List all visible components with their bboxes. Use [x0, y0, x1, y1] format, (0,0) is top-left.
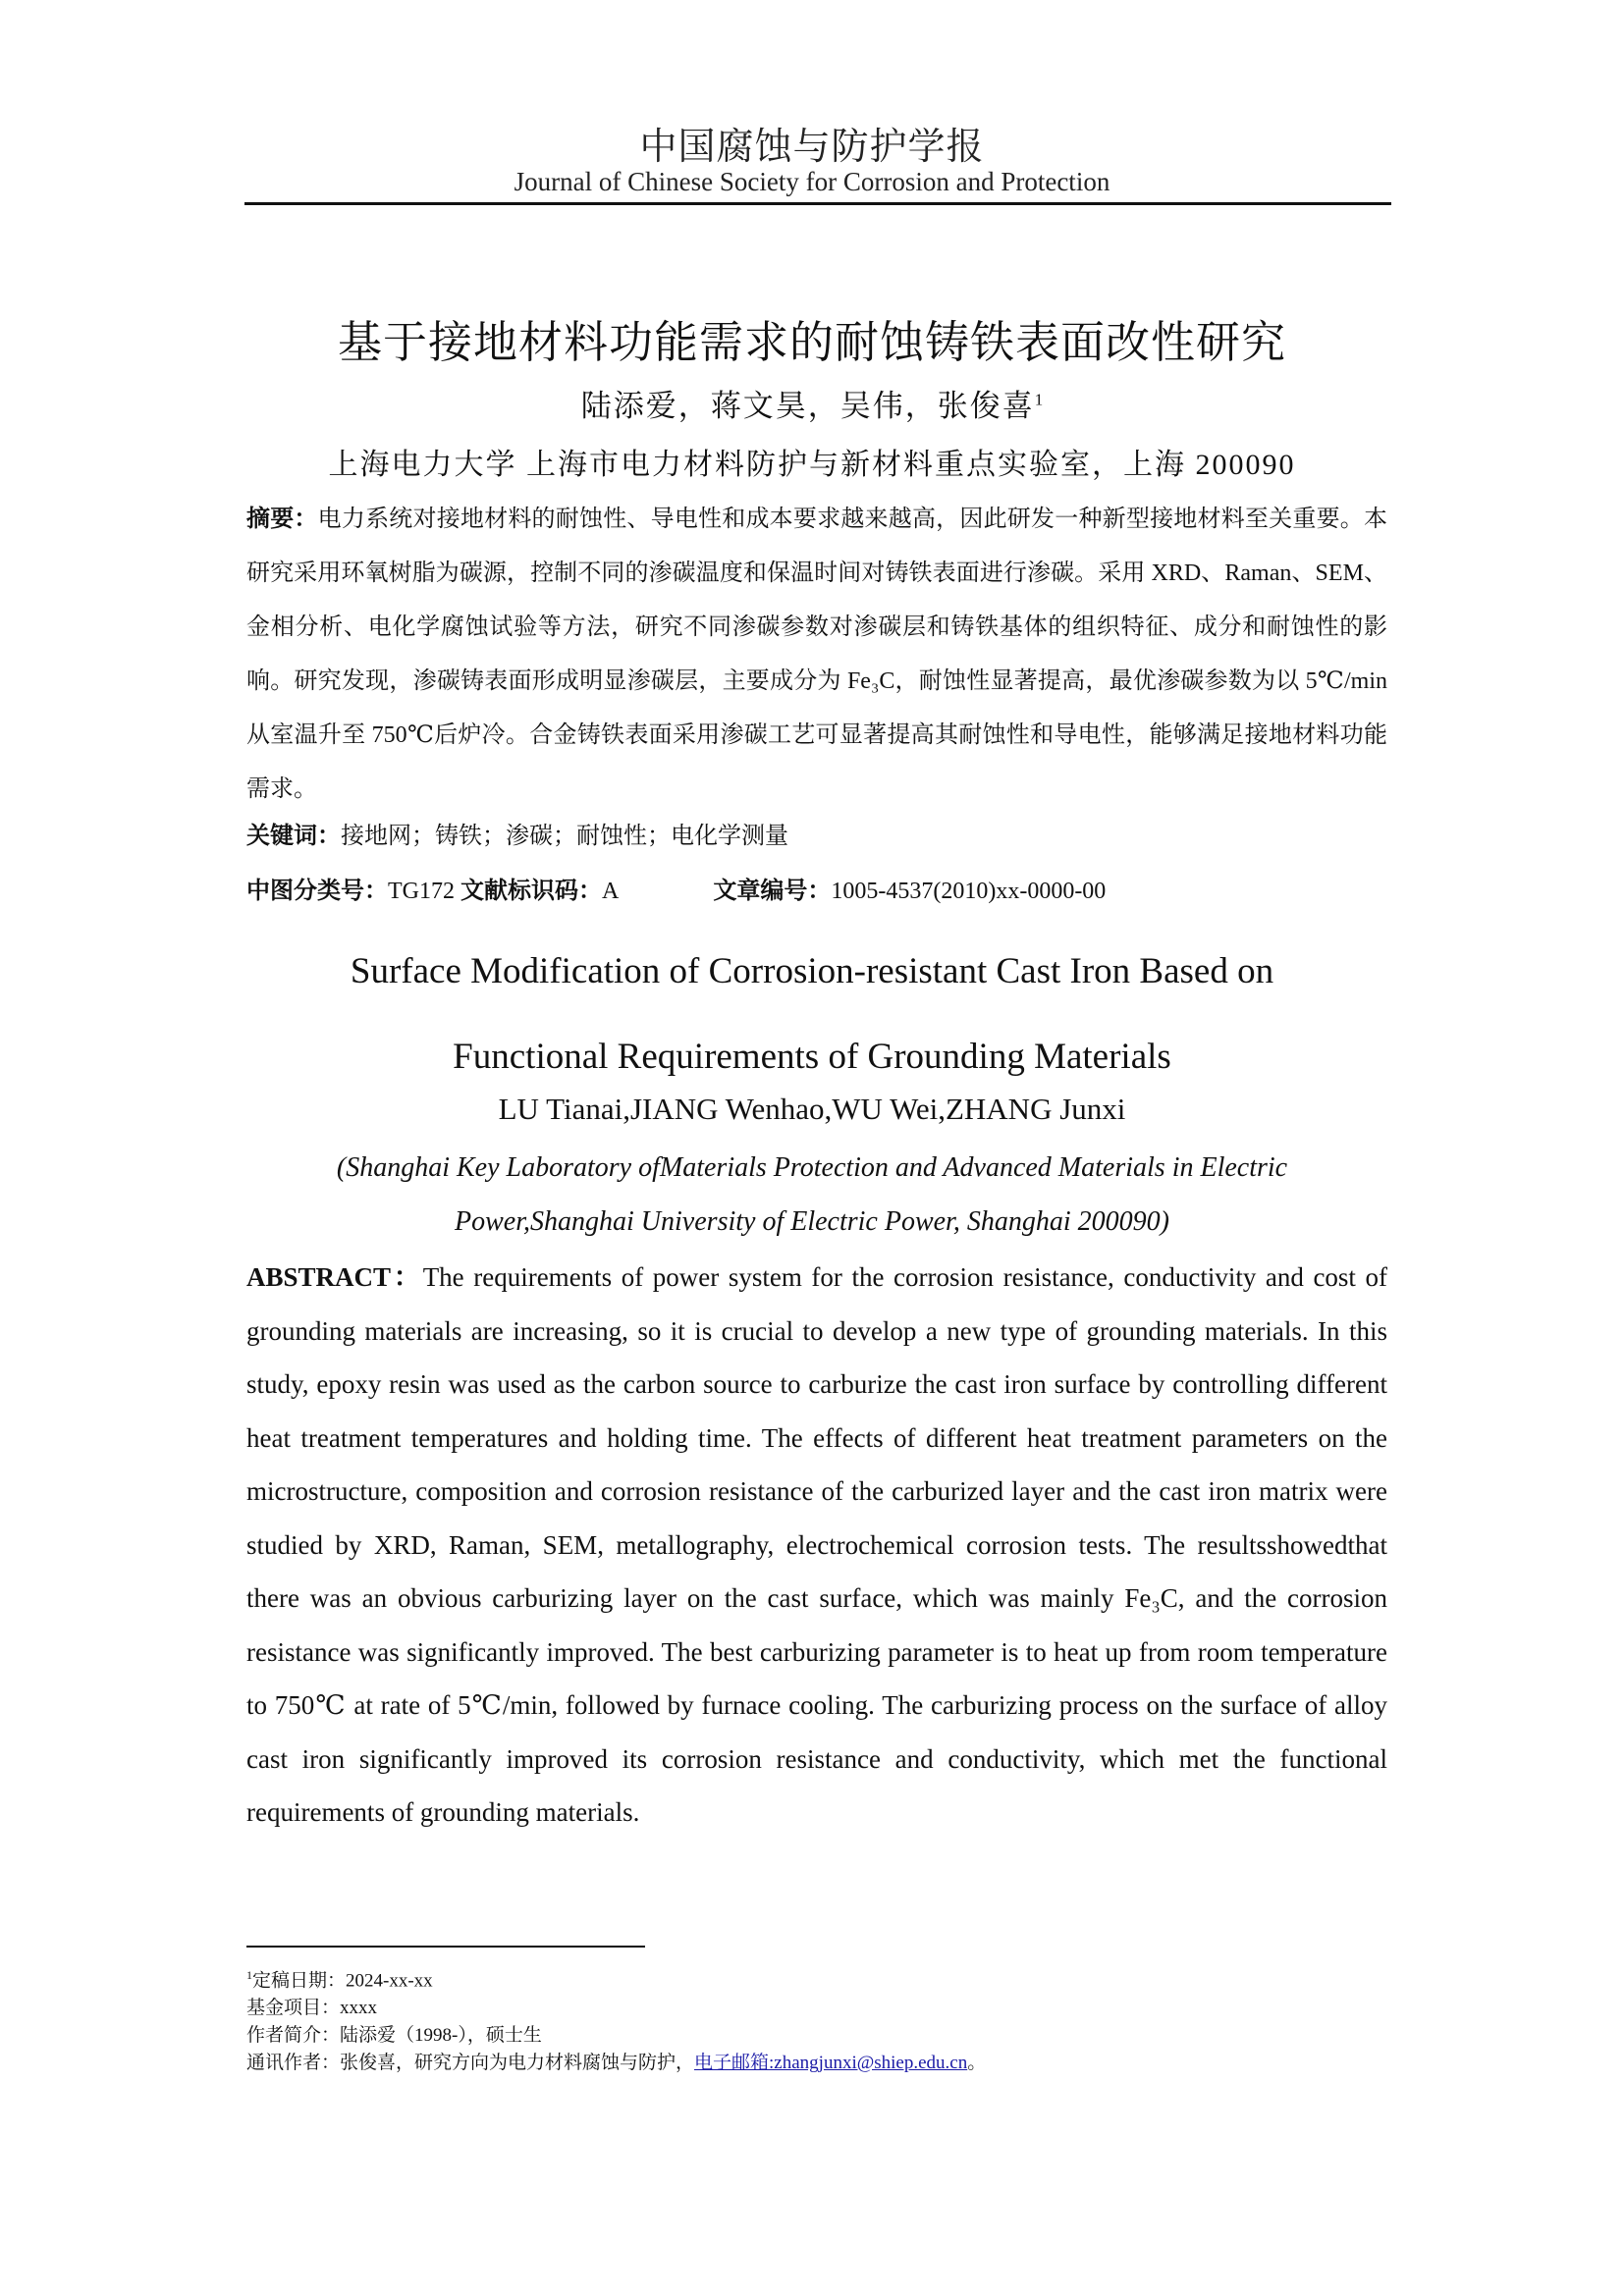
clc-label: 中图分类号： — [246, 879, 388, 904]
journal-title-en: Journal of Chinese Society for Corrosion and Protection — [514, 167, 1110, 196]
authors-cn-footnote-mark: 1 — [1034, 390, 1044, 409]
keywords-label: 关键词： — [246, 824, 341, 849]
email-link[interactable]: 电子邮箱:zhangjunxi@shiep.edu.cn — [694, 2053, 968, 2074]
article-title-en — [0, 929, 1624, 1099]
affiliation-en-line1: (Shanghai Key Laboratory ofMaterials Protection and Advanced Materials in Electric — [336, 1152, 1288, 1183]
journal-title-cn: 中国腐蚀与防护学报 — [639, 127, 985, 168]
abstract-en-text: The requirements of power system for the corrosion resistance, conductivity and cost of grounding materials are increasing, so it is crucial to develop a new type of grounding materials. In this study, epoxy resin was used as the carbon source to carburize the cast iron surface by controlling different heat treatment temperatures and holding time. The effects of different heat treatment parameters on the microstructure, composition and corrosion resistance of the carburized layer and the cast iron matrix were studied by XRD, Raman, SEM, metallography, electrochemical corrosion tests. The resultsshowedthat there was an obvious carburizing layer on the cast surface, which was mainly Fe₃C, and the corrosion resistance was significantly improved. The best carburizing parameter is to heat up from room temperature to 750℃ at rate of 5℃/min, followed by furnace cooling. The carburizing process on the surface of alloy cast iron significantly improved its corrosion resistance and conductivity, which met the functional requirements of grounding materials. — [246, 1262, 1387, 1827]
article-no-label: 文章编号： — [713, 879, 832, 904]
classification-line — [246, 872, 1387, 911]
authors-en: LU Tianai,JIANG Wenhao,WU Wei,ZHANG Junxi — [498, 1092, 1126, 1126]
keywords-text: 接地网；铸铁；渗碳；耐蚀性；电化学测量 — [341, 824, 788, 849]
affiliation-cn: 上海电力大学 上海市电力材料防护与新材料重点实验室，上海 200090 — [328, 449, 1296, 481]
affiliation-en — [0, 1141, 1624, 1249]
affiliation-en-line2: Power,Shanghai University of Electric Power, Shanghai 200090) — [455, 1206, 1169, 1237]
footnotes — [246, 1961, 986, 2077]
authors-cn — [0, 381, 1624, 425]
abstract-cn-label: 摘要： — [246, 507, 318, 532]
authors-cn-names: 陆添爱，蒋文昊，吴伟，张俊喜 — [580, 389, 1035, 423]
abstract-cn — [246, 493, 1387, 817]
abstract-en — [246, 1251, 1387, 1840]
footnote-bio: 作者简介：陆添爱（1998-），硕士生 — [246, 2025, 542, 2047]
article-title-en-line2: Functional Requirements of Grounding Materials — [453, 1037, 1171, 1077]
footnote-divider — [246, 1946, 645, 1948]
footnote-received: $^1$定稿日期：2024-xx-xx — [246, 1968, 433, 1992]
article-no-value: 1005-4537(2010)xx-0000-00 — [831, 879, 1107, 904]
doc-code-label: 文献标识码： — [460, 879, 602, 904]
footnote-fund: 基金项目：xxxx — [246, 1998, 378, 2019]
article-title-en-line1: Surface Modification of Corrosion-resistant Cast Iron Based on — [350, 951, 1274, 991]
abstract-en-label: ABSTRACT： — [246, 1262, 423, 1292]
clc-value: TG172 — [388, 879, 455, 904]
doc-code-value: A — [602, 879, 620, 904]
article-title-cn: 基于接地材料功能需求的耐蚀铸铁表面改性研究 — [337, 318, 1286, 367]
header-divider — [244, 202, 1391, 205]
footnote-mark: 1 — [246, 1968, 252, 1982]
keywords-cn — [246, 817, 1387, 856]
abstract-cn-text: 电力系统对接地材料的耐蚀性、导电性和成本要求越来越高，因此研发一种新型接地材料至关重要。本研究采用环氧树脂为碳源，控制不同的渗碳温度和保温时间对铸铁表面进行渗碳。采用 XRD、Raman、SEM、金相分析、电化学腐蚀试验等方法，研究不同渗碳参数对渗碳层和铸铁基体的组织特征、成分和耐蚀性的影响。研究发现，渗碳铸表面形成明显渗碳层，主要成分为 Fe₃C，耐蚀性显著提高，最优渗碳参数为以 5℃/min 从室温升至 750℃后炉冷。合金铸铁表面采用渗碳工艺可显著提高其耐蚀性和导电性，能够满足接地材料功能需求。 — [246, 507, 1387, 802]
footnote-contact: 通讯作者：张俊喜，研究方向为电力材料腐蚀与防护，电子邮箱:zhangjunxi@shiep.edu.cn。 — [246, 2053, 987, 2074]
